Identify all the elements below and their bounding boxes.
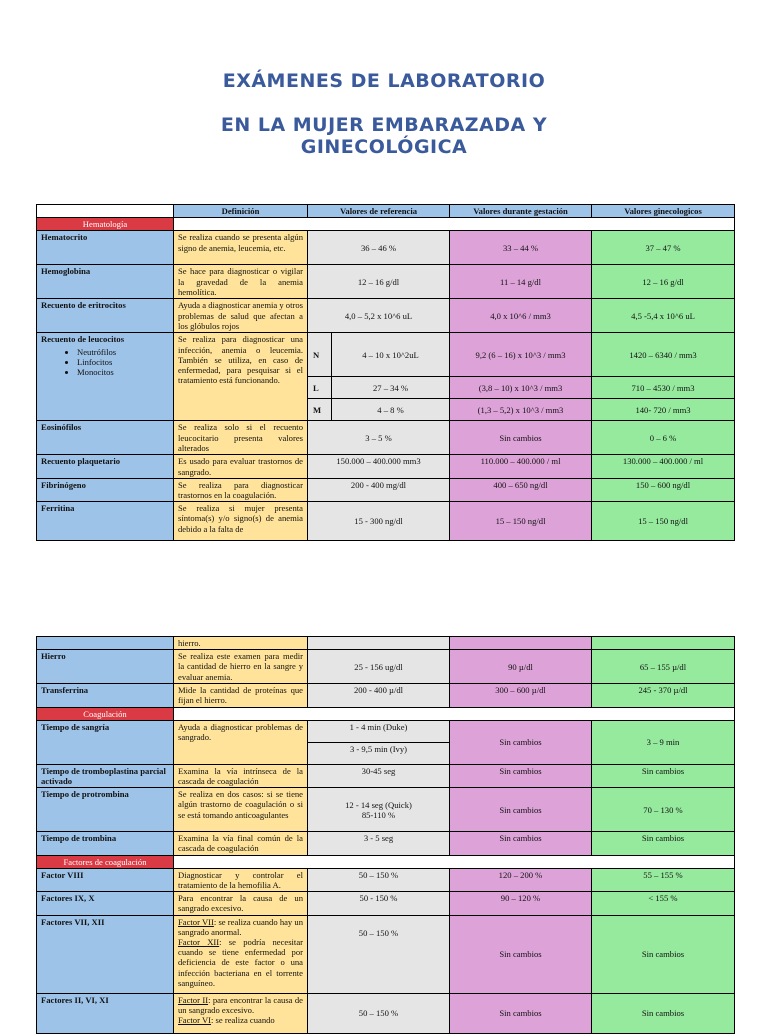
test-name: Recuento plaquetario: [37, 455, 174, 478]
test-definition: Para encontrar la causa de un sangrado excesivo.: [174, 892, 308, 915]
reference-value: 50 – 150 %: [308, 993, 450, 1033]
list-item: • Monocitos: [77, 367, 169, 377]
list-item: • Neutrófilos: [77, 347, 169, 357]
gestation-value: 4,0 x 10^6 / mm3: [450, 299, 592, 333]
gynecologic-value: Sin cambios: [592, 915, 735, 993]
test-definition: Se realiza en dos casos: si se tiene algún trastorno de coagulación o si se está tomando anticoagulantes: [174, 788, 308, 832]
gynecologic-value: 140- 720 / mm3: [592, 399, 735, 421]
test-definition: Ayuda a diagnosticar anemia y otros problemas de salud que afectan a los glóbulos rojos: [174, 299, 308, 333]
test-name: Fibrinógeno: [37, 478, 174, 501]
table-row: [37, 333, 735, 377]
gynecologic-value: < 155 %: [592, 892, 735, 915]
gynecologic-value: 245 - 370 µ/dl: [592, 684, 735, 707]
reference-value: 12 – 16 g/dl: [308, 265, 450, 299]
gestation-value: 33 – 44 %: [450, 231, 592, 265]
test-name: Transferrina: [37, 684, 174, 707]
reference-value: 4,0 – 5,2 x 10^6 uL: [308, 299, 450, 333]
document-title-line-1: EXÁMENES DE LABORATORIO: [222, 70, 546, 92]
factor-text: : se realiza cuando: [211, 1015, 275, 1026]
table-row: [37, 788, 735, 832]
table-row: [37, 892, 735, 915]
reference-value: 150.000 – 400.000 mm3: [308, 455, 450, 478]
test-definition: Mide la cantidad de proteínas que fijan el hierro.: [174, 684, 308, 707]
reference-value: 4 – 10 x 10^2uL: [332, 333, 450, 377]
reference-value: 1 - 4 min (Duke): [308, 720, 450, 742]
gynecologic-value: 15 – 150 ng/dl: [592, 502, 735, 541]
table-row: [37, 868, 735, 891]
reference-value: 25 - 156 ug/dl: [308, 650, 450, 684]
test-definition: hierro.: [174, 637, 308, 650]
factor-label: Factor XII: [178, 937, 220, 948]
gestation-value: (1,3 – 5,2) x 10^3 / mm3: [450, 399, 592, 421]
gynecologic-value: 3 – 9 min: [592, 720, 735, 764]
section-coagulacion: Coagulación: [37, 707, 174, 720]
gestation-value: Sin cambios: [450, 915, 592, 993]
test-name: Factores II, VI, XI: [37, 993, 174, 1033]
table-row: [37, 299, 735, 333]
gynecologic-value: 1420 – 6340 / mm3: [592, 333, 735, 377]
reference-value: 200 - 400 µ/dl: [308, 684, 450, 707]
factor-label: Factor VI: [178, 1015, 212, 1026]
table-row: [37, 684, 735, 707]
gestation-value: [450, 637, 592, 650]
gynecologic-value: 55 – 155 %: [592, 868, 735, 891]
test-definition: Se realiza solo si el recuento leucocitario presenta valores alterados: [174, 421, 308, 455]
factor-label: Factor VII: [178, 916, 214, 927]
lab-table-coagulation: [36, 636, 735, 1034]
table-row: [37, 637, 735, 650]
header-ginecologicos: Valores ginecologicos: [592, 205, 735, 218]
gynecologic-value: 37 – 47 %: [592, 231, 735, 265]
factor-text: : para encontrar la causa de un sangrado excesivo.: [178, 994, 303, 1015]
gestation-value: Sin cambios: [450, 788, 592, 832]
test-definition: Se realiza cuando se presenta algún signo de anemia, leucemia, etc.: [174, 231, 308, 265]
reference-value: 200 - 400 mg/dl: [308, 478, 450, 501]
gynecologic-value: 70 – 130 %: [592, 788, 735, 832]
gestation-value: 300 – 600 µ/dl: [450, 684, 592, 707]
gestation-value: Sin cambios: [450, 832, 592, 855]
reference-value: 3 - 5 seg: [308, 832, 450, 855]
document-title-line-2: EN LA MUJER EMBARAZADA Y: [220, 114, 548, 136]
factor-text: : se podría necesitar cuando se tiene enfermedad por deficiencia de este factor o una infección bacteriana en el torrente sanguíneo.: [178, 937, 303, 988]
reference-value: 4 – 8 %: [332, 399, 450, 421]
section-hematologia: Hematología: [37, 218, 174, 231]
test-name: Tiempo de sangría: [37, 720, 174, 764]
test-name: Recuento de leucocitos: [41, 334, 125, 345]
reference-value: 3 – 5 %: [308, 421, 450, 455]
reference-value: 30-45 seg: [308, 764, 450, 787]
table-row: [37, 720, 735, 742]
test-definition: Se realiza este examen para medir la cantidad de hierro en la sangre y evaluar anemia.: [174, 650, 308, 684]
gynecologic-value: Sin cambios: [592, 832, 735, 855]
test-name: Tiempo de trombina: [37, 832, 174, 855]
reference-value: 15 - 300 ng/dl: [308, 502, 450, 541]
test-name-empty: [37, 637, 174, 650]
sub-label-n: N: [308, 333, 332, 377]
reference-value: 27 – 34 %: [332, 377, 450, 399]
reference-value: [308, 637, 450, 650]
test-name-leucocitos: [37, 333, 174, 421]
header-referencia: Valores de referencia: [308, 205, 450, 218]
test-definition: Se realiza para diagnosticar trastornos en la coagulación.: [174, 478, 308, 501]
test-definition: Examina la vía intrínseca de la cascada de coagulación: [174, 764, 308, 787]
test-name: Ferritina: [37, 502, 174, 541]
section-spacer: [174, 218, 735, 231]
reference-value: 36 – 46 %: [308, 231, 450, 265]
table-row: [37, 265, 735, 299]
header-definicion: Definición: [174, 205, 308, 218]
reference-value-quick: 12 - 14 seg (Quick): [345, 799, 412, 810]
test-name: Hematocrito: [37, 231, 174, 265]
gestation-value: Sin cambios: [450, 720, 592, 764]
test-definition: Se realiza si mujer presenta síntoma(s) y/o signo(s) de anemia debido a la falta de: [174, 502, 308, 541]
reference-value: 50 - 150 %: [308, 892, 450, 915]
test-definition: Se hace para diagnosticar o vigilar la gravedad de la anemia hemolítica.: [174, 265, 308, 299]
gynecologic-value: 65 – 155 µ/dl: [592, 650, 735, 684]
gestation-value: 110.000 – 400.000 / ml: [450, 455, 592, 478]
gestation-value: 9,2 (6 – 16) x 10^3 / mm3: [450, 333, 592, 377]
reference-value: [308, 788, 450, 832]
test-definition: Diagnosticar y controlar el tratamiento de la hemofilia A.: [174, 868, 308, 891]
test-definition: [174, 915, 308, 993]
gestation-value: Sin cambios: [450, 421, 592, 455]
gestation-value: 11 – 14 g/dl: [450, 265, 592, 299]
test-name: Recuento de eritrocitos: [37, 299, 174, 333]
gestation-value: 120 – 200 %: [450, 868, 592, 891]
section-spacer: [174, 707, 735, 720]
gynecologic-value: [592, 637, 735, 650]
test-definition: Examina la vía final común de la cascada de coagulación: [174, 832, 308, 855]
test-name: Hierro: [37, 650, 174, 684]
test-name: Factor VIII: [37, 868, 174, 891]
reference-value-percent: 85-110 %: [361, 809, 396, 820]
gynecologic-value: Sin cambios: [592, 764, 735, 787]
table-row: [37, 915, 735, 993]
gynecologic-value: 4,5 -5,4 x 10^6 uL: [592, 299, 735, 333]
test-definition: Se realiza para diagnosticar una infección, anemia o leucemia. También se utiliza, en caso de enfermedad, para pesquisar si el tratamiento está funcionando.: [174, 333, 308, 421]
leucocyte-list: [41, 347, 169, 378]
gestation-value: 400 – 650 ng/dl: [450, 478, 592, 501]
section-factores: Factores de coagulación: [37, 855, 174, 868]
test-name: Tiempo de protrombina: [37, 788, 174, 832]
section-spacer: [174, 855, 735, 868]
reference-value: 50 – 150 %: [308, 915, 450, 993]
table-row: [37, 993, 735, 1033]
sub-label-l: L: [308, 377, 332, 399]
sub-label-m: M: [308, 399, 332, 421]
test-name: Factores IX, X: [37, 892, 174, 915]
test-name: Factores VII, XII: [37, 915, 174, 993]
table-row: [37, 231, 735, 265]
header-gestacion: Valores durante gestación: [450, 205, 592, 218]
table-row: [37, 455, 735, 478]
test-name: Eosinófilos: [37, 421, 174, 455]
test-name: Tiempo de tromboplastina parcial activado: [37, 764, 174, 787]
test-definition: Es usado para evaluar trastornos de sangrado.: [174, 455, 308, 478]
reference-value: 50 – 150 %: [308, 868, 450, 891]
table-row: [37, 650, 735, 684]
gestation-value: (3,8 – 10) x 10^3 / mm3: [450, 377, 592, 399]
lab-table-hematology: [36, 204, 735, 541]
gynecologic-value: 0 – 6 %: [592, 421, 735, 455]
gestation-value: 90 – 120 %: [450, 892, 592, 915]
table-row: [37, 421, 735, 455]
test-name: Hemoglobina: [37, 265, 174, 299]
factor-label: Factor II: [178, 994, 209, 1005]
gestation-value: Sin cambios: [450, 993, 592, 1033]
header-empty: [37, 205, 174, 218]
list-item: • Linfocitos: [77, 357, 169, 367]
gynecologic-value: 710 – 4530 / mm3: [592, 377, 735, 399]
table-row: [37, 764, 735, 787]
reference-value: 3 - 9,5 min (Ivy): [308, 742, 450, 764]
gestation-value: Sin cambios: [450, 764, 592, 787]
gynecologic-value: Sin cambios: [592, 993, 735, 1033]
gestation-value: 15 – 150 ng/dl: [450, 502, 592, 541]
table-row: [37, 478, 735, 501]
test-definition: [174, 993, 308, 1033]
factor-text: : se realiza cuando hay un sangrado anormal.: [178, 916, 303, 937]
table-row: [37, 502, 735, 541]
document-title-line-3: GINECOLÓGICA: [300, 136, 468, 158]
gestation-value: 90 µ/dl: [450, 650, 592, 684]
gynecologic-value: 150 – 600 ng/dl: [592, 478, 735, 501]
test-definition: Ayuda a diagnosticar problemas de sangrado.: [174, 720, 308, 764]
table-row: [37, 832, 735, 855]
gynecologic-value: 12 – 16 g/dl: [592, 265, 735, 299]
gynecologic-value: 130.000 – 400.000 / ml: [592, 455, 735, 478]
